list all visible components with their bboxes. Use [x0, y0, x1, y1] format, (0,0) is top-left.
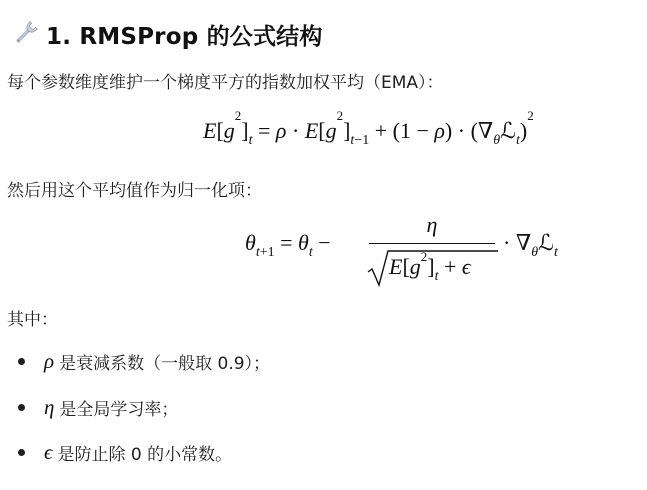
bullet-dot: [18, 404, 25, 411]
bullet-dot: [18, 449, 25, 456]
rho-description: 是衰减系数（一般取 0.9）；: [59, 353, 271, 374]
symbol-eta: η: [44, 394, 55, 419]
ema-formula: $E[g^2]_t = \rho \cdot E[g^2]_{t-1} + (1 - \rho)$ · $(\nabla_\theta ℒ_t)^2$: [203, 108, 534, 148]
list-item-eta: [18, 394, 178, 420]
update-formula: $\theta_{t+1} = \theta_t$ − η $E[g^2]_t + \epsilon$ · $\nabla_\theta ℒ_t$: [245, 210, 585, 290]
symbol-epsilon: ϵ: [44, 439, 53, 464]
epsilon-description: 是防止除 0 的小常数。: [57, 444, 233, 465]
list-item-epsilon: [18, 439, 232, 465]
eta-description: 是全局学习率；: [59, 399, 179, 420]
section-title: 1. RMSProp 的公式结构: [46, 23, 323, 50]
ema-description: 每个参数维度维护一个梯度平方的指数加权平均（EMA）：: [7, 73, 444, 93]
bullet-dot: [18, 358, 25, 365]
where-label: 其中：: [7, 310, 58, 330]
wrench-icon: [10, 19, 40, 49]
section-heading: [10, 14, 323, 54]
symbol-rho: ρ: [44, 348, 55, 373]
list-item-rho: [18, 348, 270, 374]
update-fraction: η $E[g^2]_t + \epsilon$: [367, 210, 497, 290]
normalization-description: 然后用这个平均值作为归一化项：: [7, 181, 262, 201]
